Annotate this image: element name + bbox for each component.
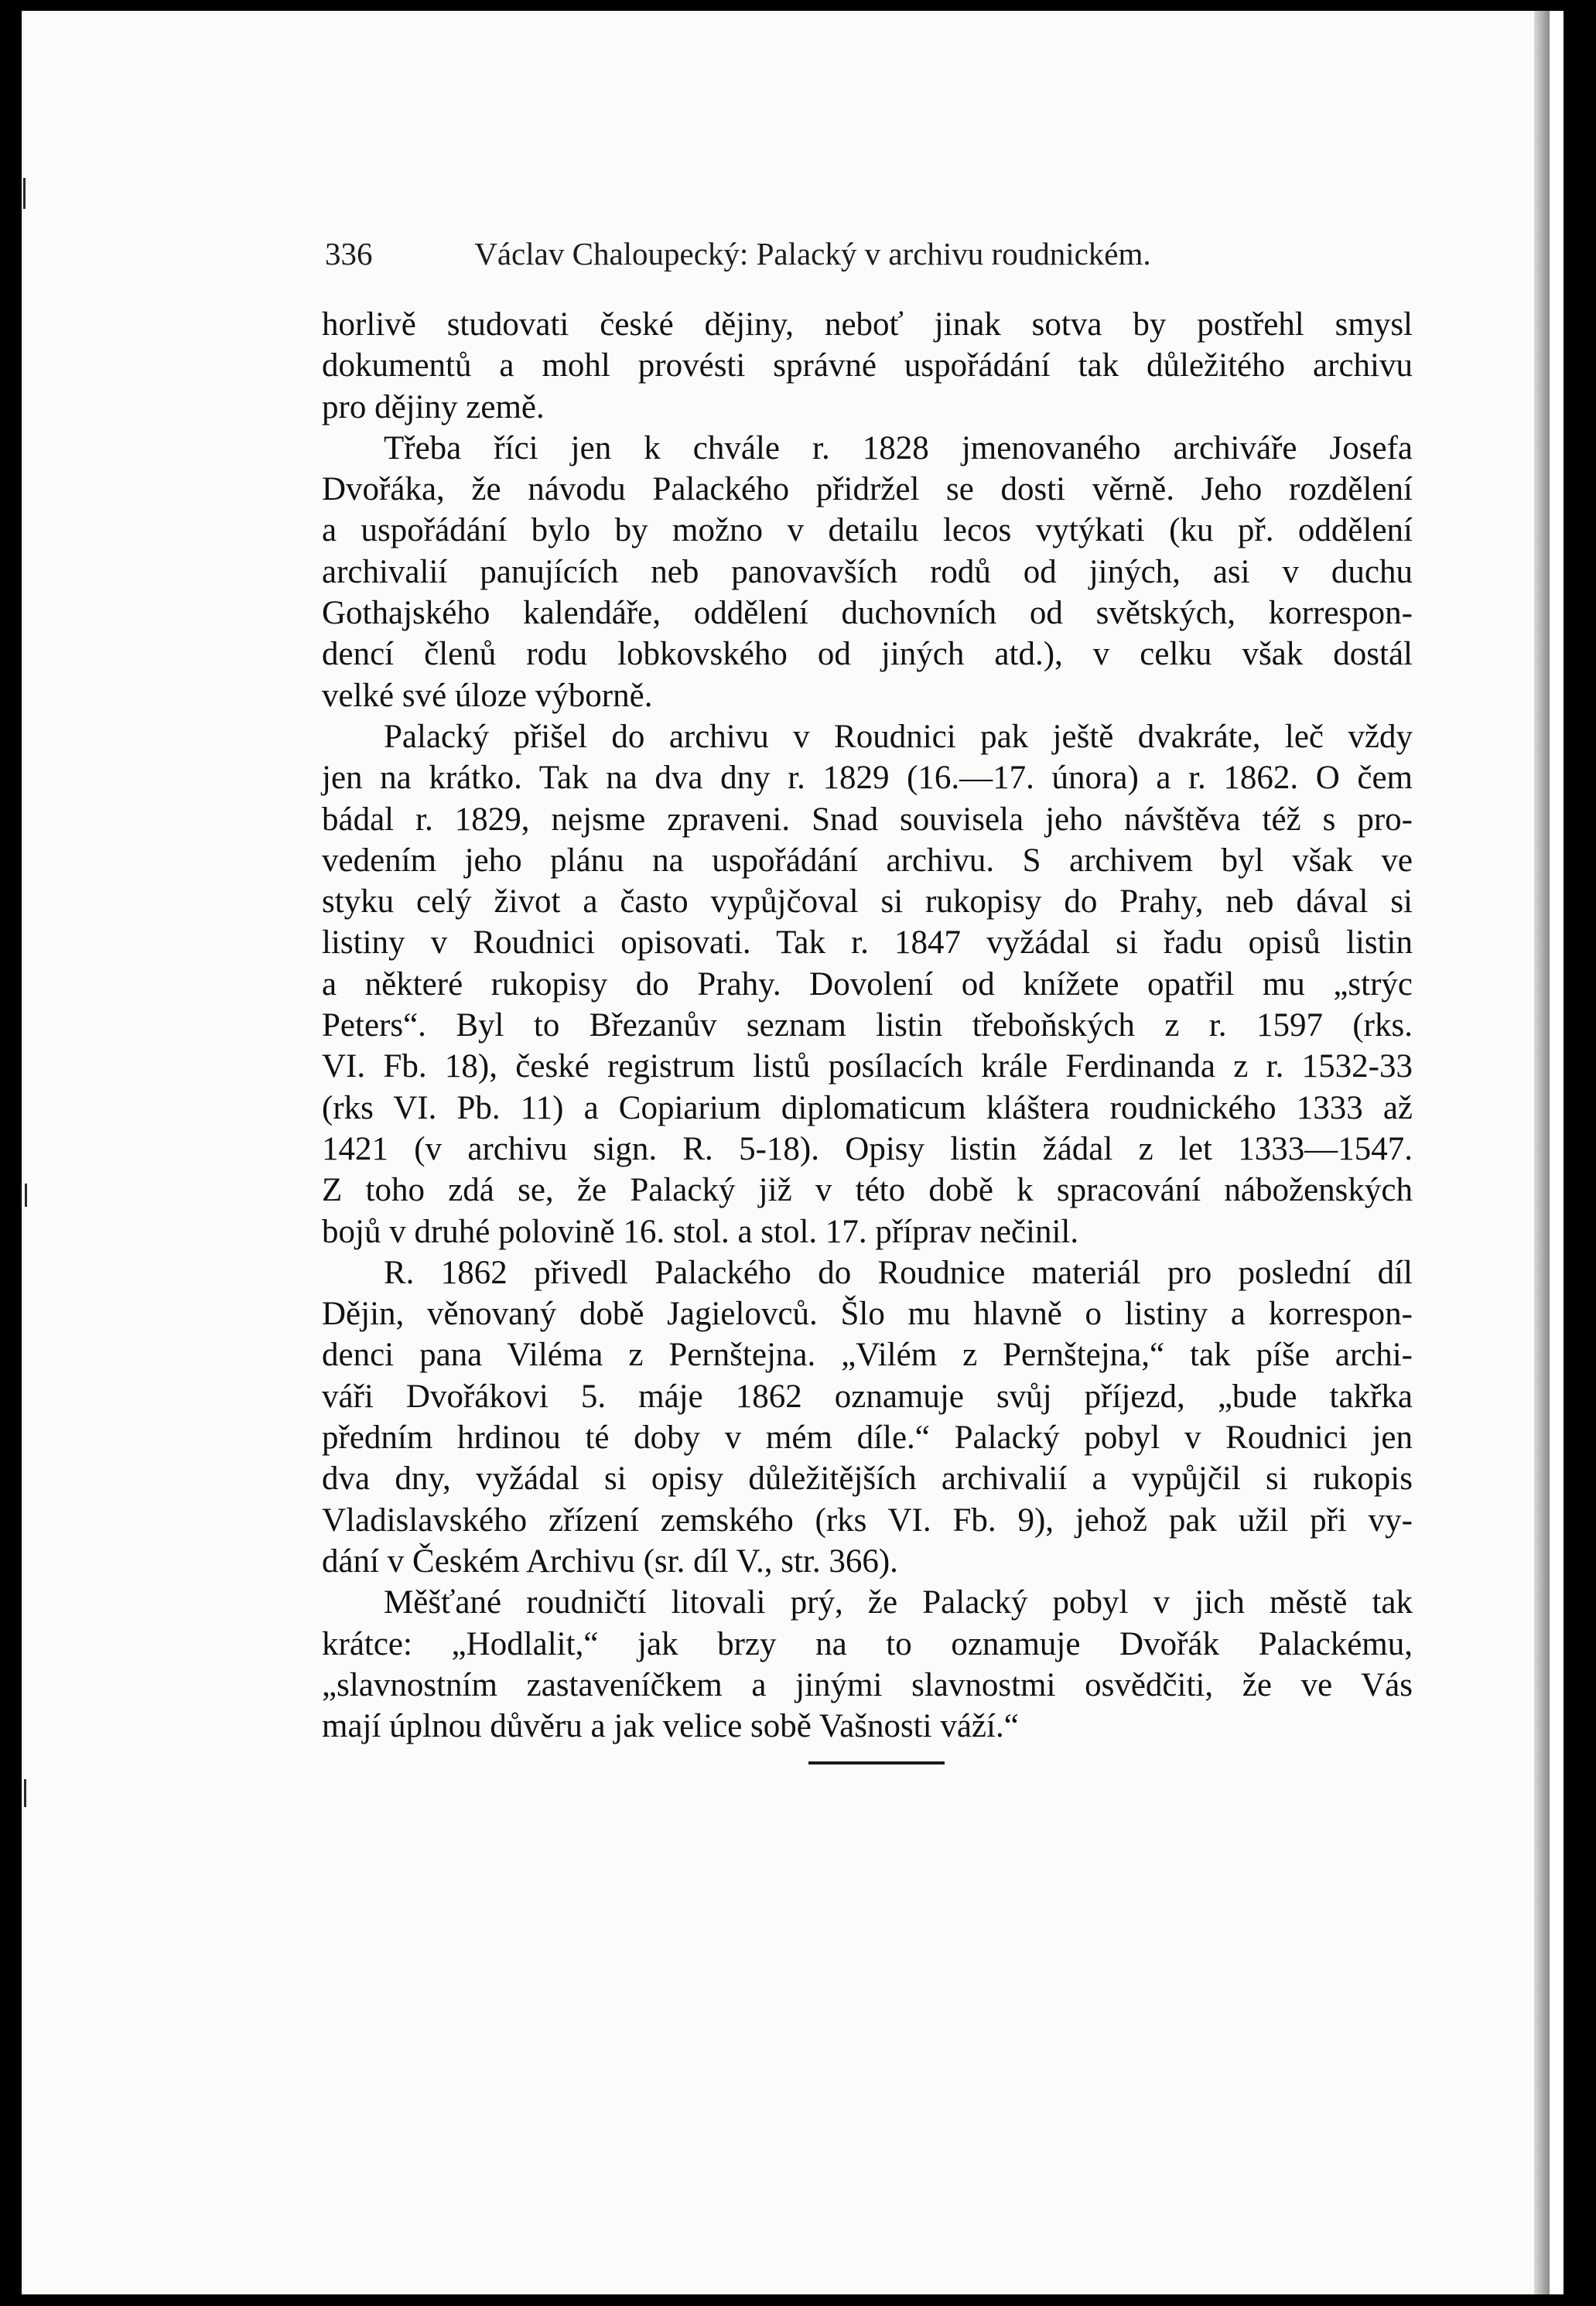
scan-speck bbox=[24, 1779, 26, 1807]
text-line: vedením jeho plánu na uspořádání archivu. S archivem byl však ve bbox=[322, 842, 1413, 879]
running-head: Václav Chaloupecký: Palacký v archivu roudnickém. bbox=[474, 236, 1151, 272]
text-line: Měšťané roudničtí litovali prý, že Palacký pobyl v jich městě tak bbox=[384, 1584, 1413, 1621]
text-line: a uspořádání bylo by možno v detailu lecos vytýkati (ku př. oddělení bbox=[322, 512, 1413, 549]
text-line: Třeba říci jen k chvále r. 1828 jmenovaného archiváře Josefa bbox=[384, 429, 1413, 466]
text-line: Z toho zdá se, že Palacký již v této době k spracování náboženských bbox=[322, 1172, 1413, 1209]
text-line: Dějin, věnovaný době Jagielovců. Šlo mu hlavně o listiny a korrespon- bbox=[322, 1296, 1413, 1333]
page-edge bbox=[1550, 11, 1564, 2294]
text-line: předním hrdinou té doby v mém díle.“ Palacký pobyl v Roudnici jen bbox=[322, 1419, 1413, 1457]
text-line: mají úplnou důvěru a jak velice sobě Vašnosti váží.“ bbox=[322, 1708, 1019, 1745]
text-line: velké své úloze výborně. bbox=[322, 677, 653, 714]
text-line: styku celý život a často vypůjčoval si rukopisy do Prahy, neb dával si bbox=[322, 883, 1413, 921]
text-line: krátce: „Hodlalit,“ jak brzy na to oznamuje Dvořák Palackému, bbox=[322, 1625, 1413, 1662]
text-line: R. 1862 přivedl Palackého do Roudnice materiál pro poslední díl bbox=[384, 1254, 1413, 1291]
text-line: Peters“. Byl to Březanův seznam listin třeboňských z r. 1597 (rks. bbox=[322, 1007, 1413, 1044]
text-line: horlivě studovati české dějiny, neboť jinak sotva by postřehl smysl bbox=[322, 306, 1413, 343]
text-line: váři Dvořákovi 5. máje 1862 oznamuje svůj příjezd, „bude takřka bbox=[322, 1378, 1413, 1415]
text-line: dva dny, vyžádal si opisy důležitějších archivalií a vypůjčil si rukopis bbox=[322, 1460, 1413, 1498]
text-line: Vladislavského zřízení zemského (rks VI. Fb. 9), jehož pak užil při vy- bbox=[322, 1501, 1413, 1539]
text-line: 1421 (v archivu sign. R. 5-18). Opisy listin žádal z let 1333—1547. bbox=[322, 1130, 1413, 1167]
text-line: Gothajského kalendáře, oddělení duchovních od světských, korrespon- bbox=[322, 595, 1413, 632]
text-line: jen na krátko. Tak na dva dny r. 1829 (16.—17. února) a r. 1862. O čem bbox=[322, 760, 1413, 797]
text-line: Dvořáka, že návodu Palackého přidržel se dosti věrně. Jeho rozdělení bbox=[322, 471, 1413, 508]
page-header bbox=[325, 232, 1423, 275]
text-line: bojů v druhé polovině 16. stol. a stol. 17. příprav nečinil. bbox=[322, 1213, 1079, 1250]
text-line: „slavnostním zastaveníčkem a jinými slavnostmi osvědčiti, že ve Vás bbox=[322, 1666, 1413, 1703]
page-gutter-shadow bbox=[1534, 11, 1550, 2294]
text-line: Palacký přišel do archivu v Roudnici pak ještě dvakráte, leč vždy bbox=[384, 718, 1413, 755]
text-line: bádal r. 1829, nejsme zpraveni. Snad souvisela jeho návštěva též s pro- bbox=[322, 801, 1413, 838]
page-number: 336 bbox=[325, 236, 373, 272]
text-line: a některé rukopisy do Prahy. Dovolení od knížete opatřil mu „strýc bbox=[322, 965, 1413, 1003]
text-line: pro dějiny země. bbox=[322, 388, 545, 425]
closing-rule bbox=[808, 1761, 945, 1765]
scan-speck bbox=[25, 1184, 27, 1207]
text-line: denci pana Viléma z Pernštejna. „Vilém z Pernštejna,“ tak píše archi- bbox=[322, 1337, 1413, 1374]
text-line: dání v Českém Archivu (sr. díl V., str. 366). bbox=[322, 1542, 898, 1580]
text-line: dencí členů rodu lobkovského od jiných atd.), v celku však dostál bbox=[322, 636, 1413, 673]
text-line: VI. Fb. 18), české registrum listů posílacích krále Ferdinanda z r. 1532-33 bbox=[322, 1048, 1413, 1085]
scan-speck bbox=[23, 178, 26, 209]
text-line: (rks VI. Pb. 11) a Copiarium diplomaticum kláštera roudnického 1333 až bbox=[322, 1089, 1413, 1126]
text-line: archivalií panujících neb panovavších rodů od jiných, asi v duchu bbox=[322, 553, 1413, 590]
body-text bbox=[322, 304, 1413, 1747]
text-line: dokumentů a mohl provésti správné uspořádání tak důležitého archivu bbox=[322, 347, 1413, 384]
text-line: listiny v Roudnici opisovati. Tak r. 1847 vyžádal si řadu opisů listin bbox=[322, 924, 1413, 962]
